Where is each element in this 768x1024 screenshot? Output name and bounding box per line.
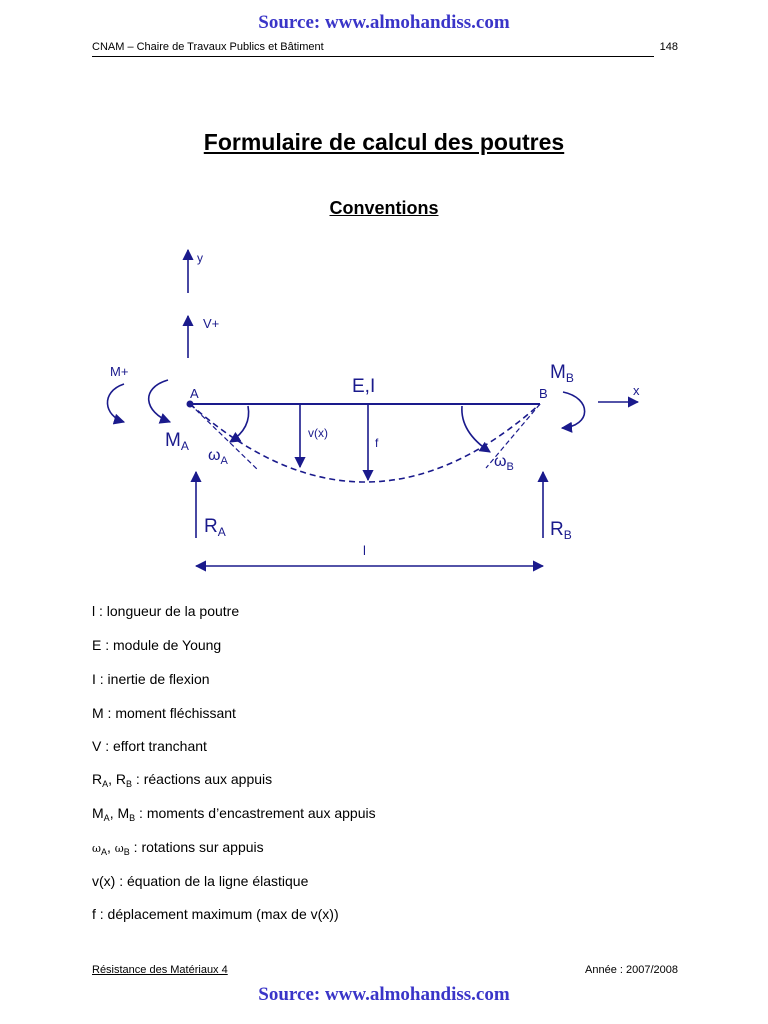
page-title: Formulaire de calcul des poutres bbox=[203, 129, 565, 155]
label-length: l bbox=[363, 543, 366, 558]
support-a-node bbox=[187, 401, 194, 408]
def-reactions: $R_A$, $R_B$ : réactions aux appuis bbox=[92, 771, 273, 789]
label-rb: $R_B$ bbox=[550, 519, 572, 542]
label-f: f bbox=[375, 436, 379, 450]
source-banner-bottom[interactable]: Source: www.almohandiss.com bbox=[258, 984, 510, 1005]
def-young-modulus: E : module de Young bbox=[92, 637, 222, 653]
def-bending-moment: M : moment fléchissant bbox=[92, 705, 236, 721]
label-omega-b: $\omega_B$ bbox=[494, 453, 514, 473]
label-point-a: A bbox=[190, 386, 199, 401]
def-shear-force: V : effort tranchant bbox=[92, 738, 207, 754]
page-number: 148 bbox=[659, 41, 678, 53]
label-m-plus: M+ bbox=[110, 364, 129, 379]
moment-b-arc bbox=[562, 392, 585, 428]
label-vx: v(x) bbox=[308, 426, 328, 440]
label-ma: $M_A$ bbox=[165, 430, 189, 453]
moment-a-arc bbox=[149, 380, 170, 422]
def-fixed-end-moments: $M_A$, $M_B$ : moments d’encastrement aux appuis bbox=[92, 805, 376, 823]
label-v-plus: V+ bbox=[203, 316, 220, 331]
footer-course: Résistance des Matériaux 4 bbox=[92, 964, 228, 976]
label-x: x bbox=[633, 383, 640, 398]
label-ei: E,I bbox=[352, 376, 376, 397]
elastic-line bbox=[190, 404, 540, 482]
positive-moment-arc bbox=[107, 384, 124, 422]
label-point-b: B bbox=[539, 386, 548, 401]
label-omega-a: $\omega_A$ bbox=[208, 447, 228, 467]
def-inertia: I : inertie de flexion bbox=[92, 671, 210, 687]
def-length: l : longueur de la poutre bbox=[92, 603, 240, 619]
def-elastic-line: v(x) : équation de la ligne élastique bbox=[92, 873, 309, 889]
def-max-deflection: f : déplacement maximum (max de v(x)) bbox=[92, 906, 339, 922]
label-mb: $M_B$ bbox=[550, 362, 574, 385]
header-institution: CNAM – Chaire de Travaux Publics et Bâtiment bbox=[92, 41, 324, 53]
label-y: y bbox=[197, 251, 203, 265]
section-title: Conventions bbox=[329, 198, 439, 218]
def-rotations: $\omega_A$, $\omega_B$ : rotations sur appuis bbox=[92, 839, 264, 857]
label-ra: $R_A$ bbox=[204, 516, 226, 539]
footer-year: Année : 2007/2008 bbox=[585, 964, 678, 976]
source-banner-top[interactable]: Source: www.almohandiss.com bbox=[258, 12, 510, 33]
